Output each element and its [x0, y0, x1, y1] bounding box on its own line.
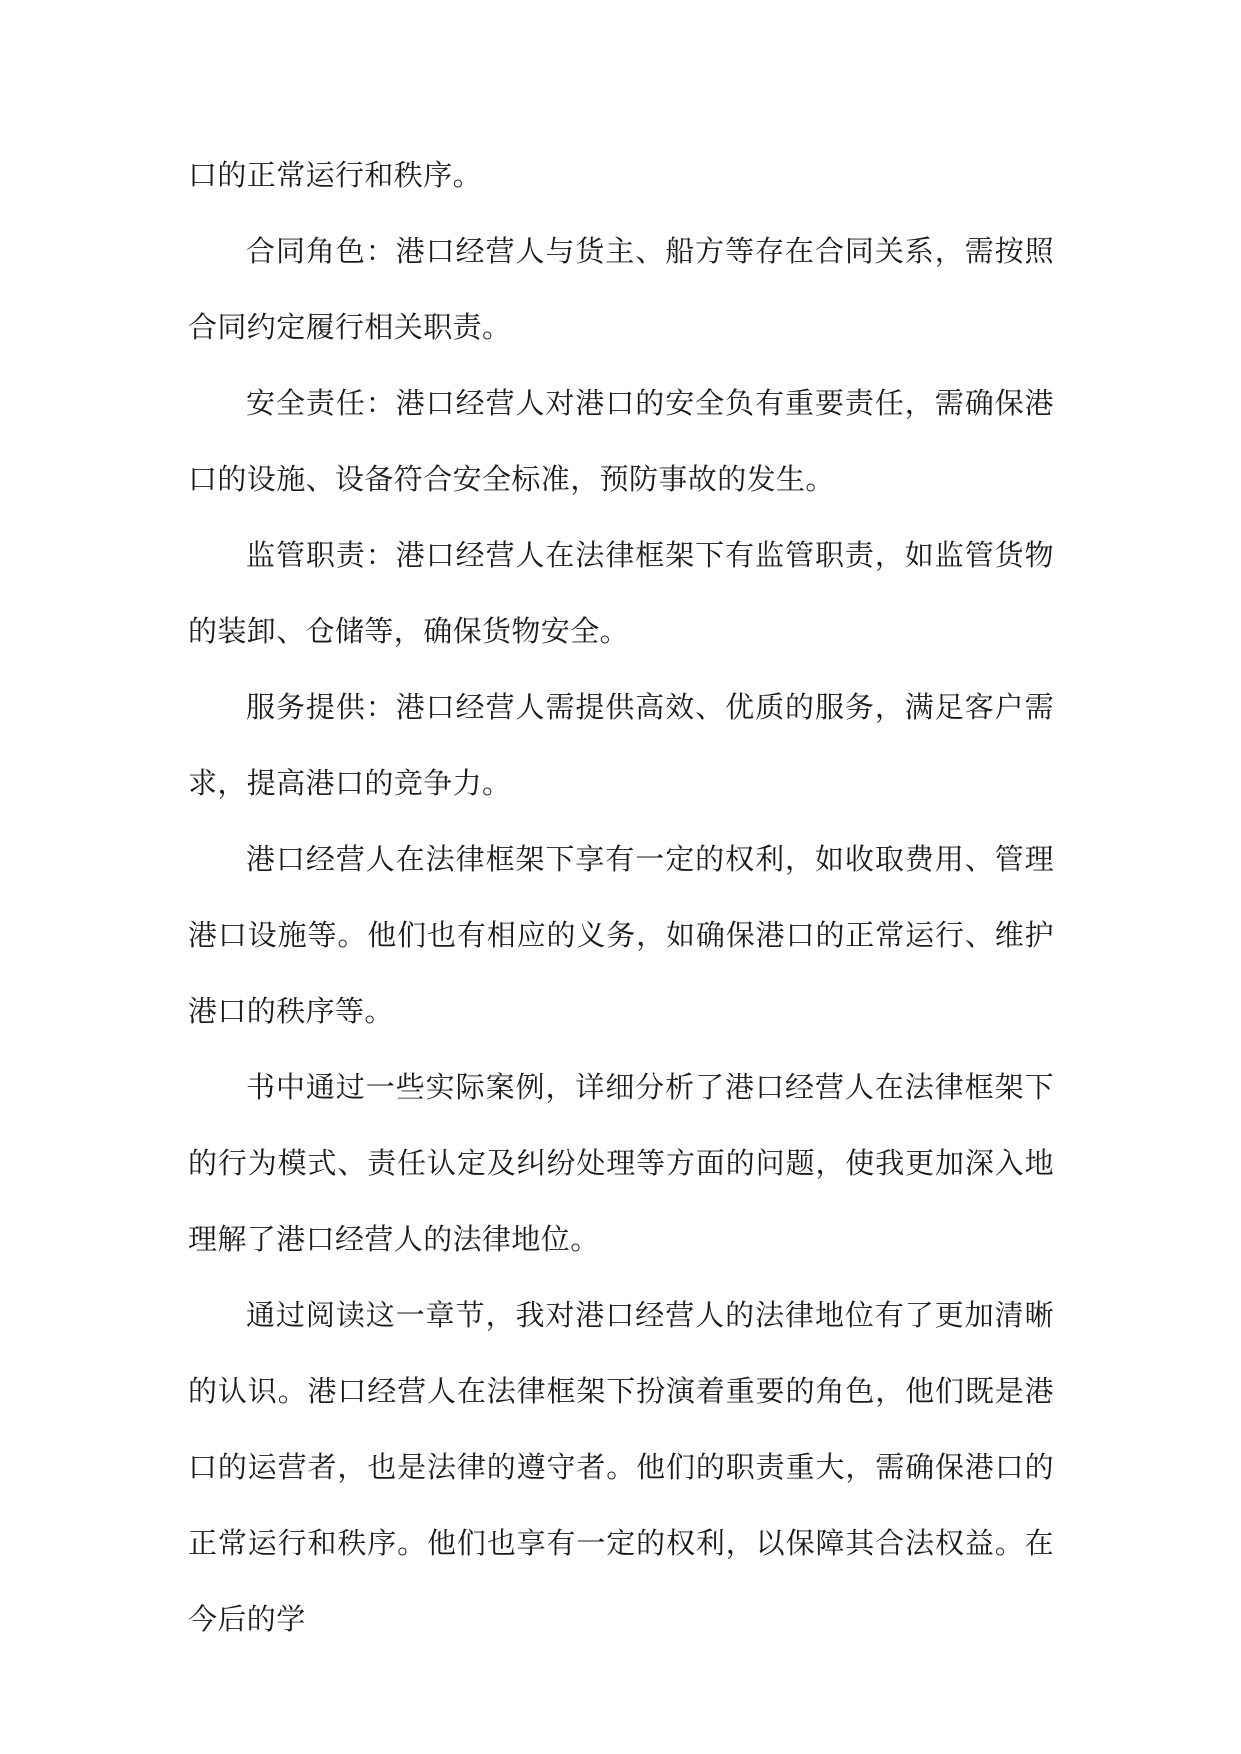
paragraph-continuation: 口的正常运行和秩序。	[188, 158, 483, 192]
paragraph-safety-responsibility: 安全责任：港口经营人对港口的安全负有重要责任，需确保港口的设施、设备符合安全标准，预防事故的发生。	[188, 386, 1054, 496]
paragraph-case-analysis: 书中通过一些实际案例，详细分析了港口经营人在法律框架下的行为模式、责任认定及纠纷处理等方面的问题，使我更加深入地理解了港口经营人的法律地位。	[188, 1070, 1054, 1256]
paragraph-rights-obligations: 港口经营人在法律框架下享有一定的权利，如收取费用、管理港口设施等。他们也有相应的义务，如确保港口的正常运行、维护港口的秩序等。	[188, 842, 1054, 1028]
paragraph-reflection: 通过阅读这一章节，我对港口经营人的法律地位有了更加清晰的认识。港口经营人在法律框架下扮演着重要的角色，他们既是港口的运营者，也是法律的遵守者。他们的职责重大，需确保港口的正常运行和秩序。他们也享有一定的权利，以保障其合法权益。在今后的学	[188, 1298, 1054, 1636]
paragraph-service-provision: 服务提供：港口经营人需提供高效、优质的服务，满足客户需求，提高港口的竞争力。	[188, 690, 1054, 800]
document-body	[188, 137, 1054, 1657]
paragraph-contract-role: 合同角色：港口经营人与货主、船方等存在合同关系，需按照合同约定履行相关职责。	[188, 234, 1054, 344]
paragraph-supervision-duty: 监管职责：港口经营人在法律框架下有监管职责，如监管货物的装卸、仓储等，确保货物安全。	[188, 538, 1054, 648]
